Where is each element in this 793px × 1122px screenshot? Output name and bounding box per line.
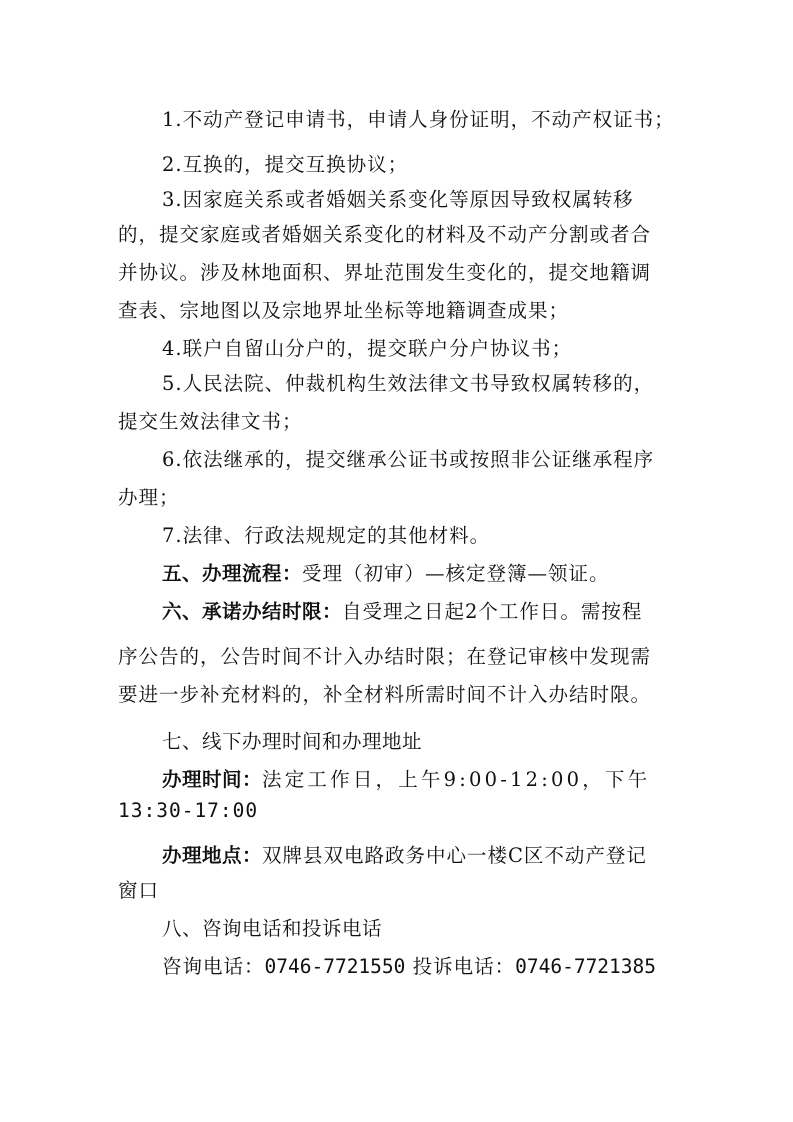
item-5-line-1: 5.人民法院、仲裁机构生效法律文书导致权属转移的，: [162, 372, 655, 395]
item-2: 2.互换的，提交互换协议；: [162, 153, 409, 176]
consult-label: 咨询电话：: [162, 955, 265, 978]
complaint-number: 0746-7721385: [515, 955, 657, 978]
item-3-line-1: 3.因家庭关系或者婚姻关系变化等原因导致权属转移: [162, 188, 634, 211]
section-6-line-1: [162, 596, 642, 624]
item-7: 7.法律、行政法规规定的其他材料。: [162, 524, 491, 547]
office-hours-label: 办理时间：: [162, 768, 263, 791]
item-3-line-3: 并协议。涉及林地面积、界址范围发生变化的，提交地籍调: [118, 261, 652, 284]
section-7-heading: 七、线下办理时间和办理地址: [162, 730, 423, 753]
item-3-line-2: 的，提交家庭或者婚姻关系变化的材料及不动产分割或者合: [118, 223, 652, 246]
office-hours-text: 法定工作日，上午9:00-12:00，下午: [262, 768, 651, 791]
section-5-heading: 五、办理流程：: [162, 562, 303, 585]
section-6-text-1: 自受理之日起2个工作日。需按程: [342, 600, 643, 623]
item-6-line-2: 办理；: [118, 486, 180, 509]
phone-line: [162, 951, 656, 979]
office-hours-line-2: 13:30-17:00: [118, 799, 259, 822]
consult-number: 0746-7721550: [264, 955, 406, 978]
office-address-line-1: [162, 840, 647, 868]
item-4: 4.联户自留山分户的，提交联户分户协议书；: [162, 337, 573, 360]
section-6-line-2: 序公告的，公告时间不计入办结时限；在登记审核中发现需: [118, 645, 652, 668]
office-address-label: 办理地点：: [162, 844, 263, 867]
item-1: 1.不动产登记申请书，申请人身份证明，不动产权证书；: [162, 108, 675, 131]
item-6-line-1: 6.依法继承的，提交继承公证书或按照非公证继承程序: [162, 448, 655, 471]
item-3-line-4: 查表、宗地图以及宗地界址坐标等地籍调查成果；: [118, 299, 570, 322]
item-5-line-2: 提交生效法律文书；: [118, 410, 303, 433]
section-6-heading: 六、承诺办结时限：: [162, 600, 343, 623]
section-5-text: 受理（初审）—核定登簿—领证。: [302, 562, 610, 585]
section-5: [162, 558, 610, 586]
office-address-text: 双牌县双电路政务中心一楼C区不动产登记: [262, 844, 647, 867]
complaint-label: 投诉电话：: [412, 955, 516, 978]
office-hours-line-1: [162, 764, 673, 792]
section-8-heading: 八、咨询电话和投诉电话: [162, 917, 383, 940]
office-address-line-2: 窗口: [118, 879, 160, 902]
section-6-line-3: 要进一步补充材料的，补全材料所需时间不计入办结时限。: [118, 683, 652, 706]
